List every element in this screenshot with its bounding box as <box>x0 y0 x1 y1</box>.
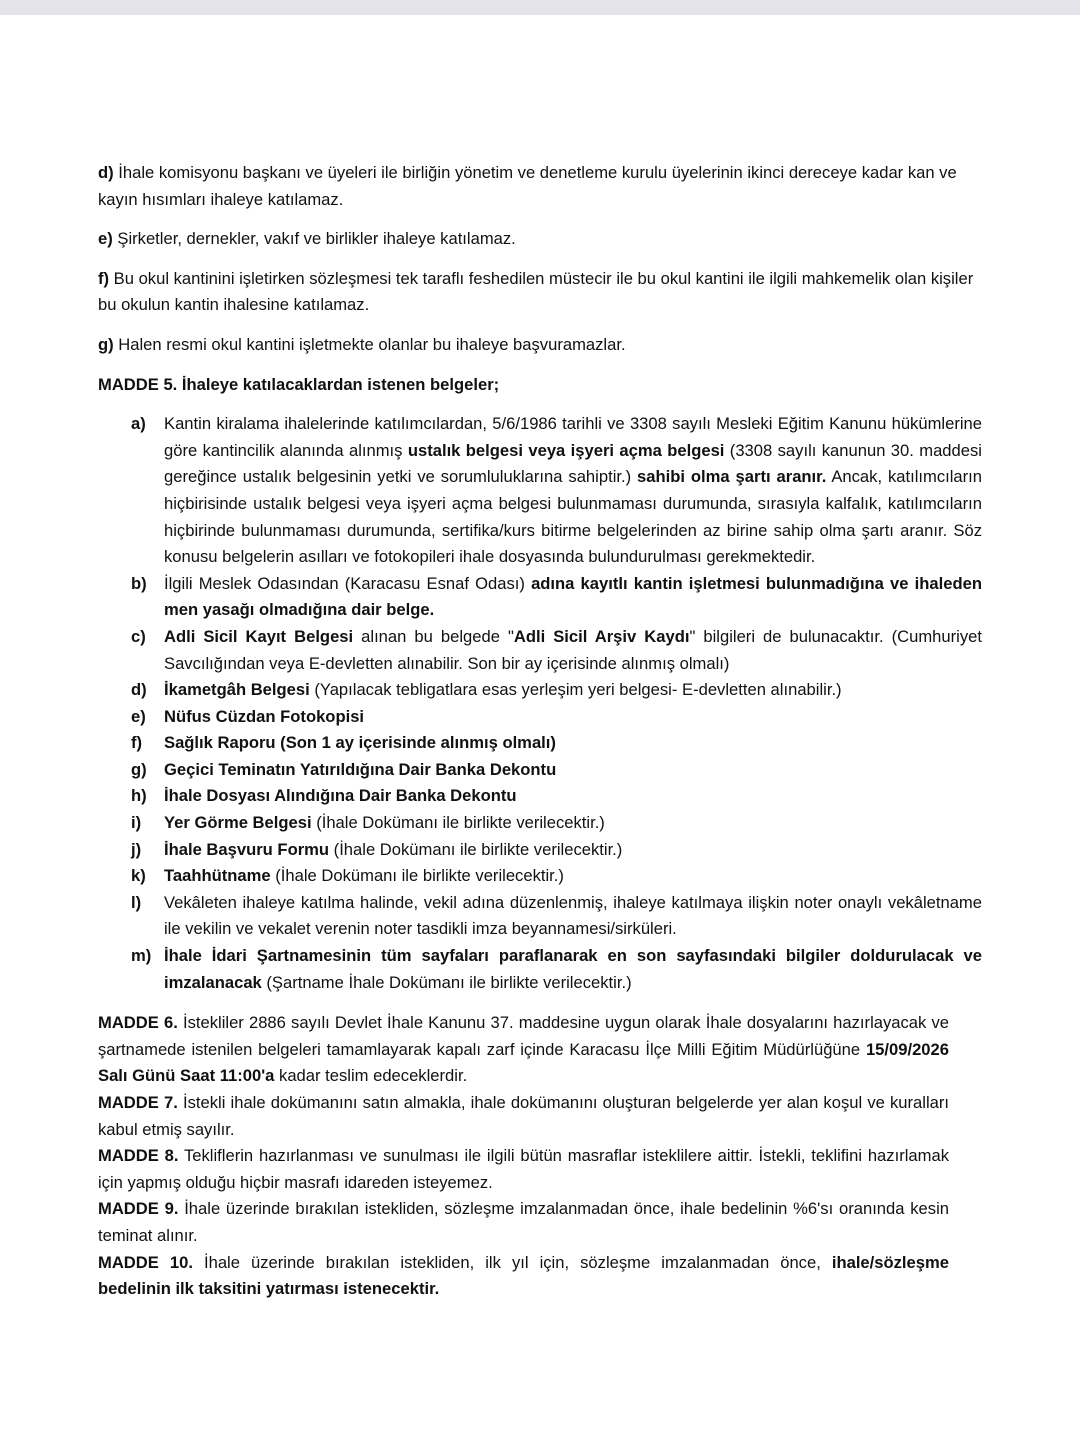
clause-text: İhale komisyonu başkanı ve üyeleri ile birliğin yönetim ve denetleme kurulu üyelerinin ikinci dereceye kadar kan ve kayın hısımları ihaleye katılamaz. <box>98 163 957 209</box>
bold-run: Taahhütname <box>164 866 271 886</box>
text-run: " bilgileri de bulunacaktır. (Cumhuriyet Savcılığından veya E-devletten alınabilir. Son bir ay içerisinde alınmış olmalı) <box>164 626 982 673</box>
bold-run: Adli Sicil Kayıt Belgesi <box>164 626 354 646</box>
text-run: (3308 sayılı kanunun 30. maddesi gereğince ustalık belgesinin yetki ve sorumluluklarına sahiptir.) <box>164 440 982 487</box>
document-item-i <box>131 810 982 837</box>
document-item-c <box>131 624 982 677</box>
clause-text: Halen resmi okul kantini işletmekte olanlar bu ihaleye başvuramazlar. <box>113 334 626 354</box>
text-run: (İhale Dokümanı ile birlikte verilecektir.) <box>329 839 623 859</box>
clause-label: g) <box>98 334 114 354</box>
text-run: (İhale Dokümanı ile birlikte verilecektir.) <box>311 813 605 833</box>
item-text <box>164 624 982 677</box>
madde-label: MADDE 6. <box>98 1013 178 1033</box>
item-label: c) <box>131 626 146 646</box>
bold-run: Nüfus Cüzdan Fotokopisi <box>164 706 365 726</box>
text-run: Ancak, katılımcıların hiçbirisinde ustalık belgesi veya işyeri açma belgesi bulunmaması durumunda, sırasıyla kalfalık, katılımcıların hiçbirinde bulunmaması durumunda, sertifika/kurs bitirme belgelerinden az birine sahip olma şartı aranır. Söz konusu belgelerin asılları ve fotokopileri ihale dosyasında bulundurulması gerekmektedir. <box>164 467 983 567</box>
madde-7 <box>98 1090 949 1143</box>
bold-run: ihale/sözleşme bedelinin ilk taksitini yatırması istenecektir. <box>98 1252 949 1299</box>
item-text <box>164 783 982 810</box>
deadline-date: 15/09/2026 Salı Günü Saat 11:00'a <box>98 1039 949 1086</box>
document-item-a <box>131 411 982 571</box>
item-label: g) <box>131 759 147 779</box>
item-label: i) <box>131 813 142 833</box>
document-body <box>98 160 982 1303</box>
clause-label: e) <box>98 229 113 249</box>
item-label: h) <box>131 786 147 806</box>
document-item-b <box>131 571 982 624</box>
madde-label: MADDE 9. <box>98 1199 179 1219</box>
item-label: a) <box>131 414 146 434</box>
bold-run: Geçici Teminatın Yatırıldığına Dair Banka Dekontu <box>164 759 557 779</box>
bold-run: ustalık belgesi veya işyeri açma belgesi <box>407 440 725 460</box>
clause-label: d) <box>98 163 114 182</box>
text-run: Tekliflerin hazırlanması ve sunulması ile ilgili bütün masraflar isteklilere aittir. İstekli, teklifini hazırlamak için yapmış olduğu hiçbir masrafı idareden isteyemez. <box>98 1146 949 1192</box>
text-run: Kantin kiralama ihalelerinde katılımcılardan, 5/6/1986 tarihli ve 3308 sayılı Mesleki Eğitim Kanunu hükümlerine göre kantincilik alanında alınmış <box>164 414 982 460</box>
bold-run: İhale Dosyası Alındığına Dair Banka Dekontu <box>164 786 517 806</box>
item-label: k) <box>131 866 146 886</box>
document-item-h <box>131 783 982 810</box>
clause-f <box>98 266 982 319</box>
document-item-e <box>131 704 982 731</box>
madde-label: MADDE 7. <box>98 1093 178 1112</box>
item-text <box>164 411 982 571</box>
document-item-g <box>131 757 982 784</box>
item-text <box>164 810 982 837</box>
madde-label: MADDE 8. <box>98 1146 179 1166</box>
item-text <box>164 757 982 784</box>
required-documents-list <box>131 411 982 996</box>
text-run: İstekli ihale dokümanını satın almakla, ihale dokümanını oluşturan belgelerde yer alan koşul ve kuralları kabul etmiş sayılır. <box>98 1093 949 1139</box>
text-run: Vekâleten ihaleye katılma halinde, vekil adına düzenlenmiş, ihaleye katılmaya ilişkin noter onaylı vekâletname ile vekilin ve vekalet verenin noter tasdikli imza beyannamesi/sirküleri. <box>164 892 982 939</box>
bold-run: Yer Görme Belgesi <box>164 813 312 833</box>
bold-run: adına kayıtlı kantin işletmesi bulunmadığına ve ihaleden men yasağı olmadığına dair belge. <box>164 573 982 620</box>
clause-g <box>98 332 982 359</box>
bold-run: İhale İdari Şartnamesinin tüm sayfaları paraflanarak en son sayfasındaki bilgiler doldurulacak ve imzalanacak <box>164 946 982 992</box>
madde-label: MADDE 10. <box>98 1252 193 1272</box>
madde-9 <box>98 1196 949 1249</box>
clause-e <box>98 226 982 253</box>
document-item-m <box>131 943 982 996</box>
item-text <box>164 571 982 624</box>
clause-text: Bu okul kantinini işletirken sözleşmesi tek taraflı feshedilen müstecir ile bu okul kantini ile ilgili mahkemelik olan kişiler bu okulun kantin ihalesine katılamaz. <box>98 268 974 315</box>
item-text <box>164 890 982 943</box>
text-run: İhale üzerinde bırakılan istekliden, ilk yıl için, sözleşme imzalanmadan önce, <box>192 1252 832 1272</box>
item-label: b) <box>131 573 147 593</box>
text-run: İlgili Meslek Odasından (Karacasu Esnaf Odası) <box>164 573 532 593</box>
document-item-k <box>131 863 982 890</box>
text-run: (Yapılacak tebligatlara esas yerleşim yeri belgesi- E-devletten alınabilir.) <box>309 680 842 700</box>
text-run: (Şartname İhale Dokümanı ile birlikte verilecektir.) <box>261 972 632 992</box>
item-text <box>164 704 982 731</box>
item-text <box>164 677 982 704</box>
clause-label: f) <box>98 268 110 288</box>
document-item-l <box>131 890 982 943</box>
item-text <box>164 943 982 996</box>
item-label: m) <box>131 946 152 966</box>
text-run: alınan bu belgede " <box>353 626 514 646</box>
item-label: l) <box>131 892 142 912</box>
madde-6 <box>98 1010 949 1090</box>
item-text <box>164 863 982 890</box>
item-label: e) <box>131 706 146 726</box>
bold-run: Adli Sicil Arşiv Kaydı <box>513 626 690 646</box>
text-run: İhale üzerinde bırakılan istekliden, sözleşme imzalanmadan önce, ihale bedelinin %6'sı oranında kesin teminat alınır. <box>98 1199 949 1245</box>
item-label: f) <box>131 733 143 753</box>
clause-d <box>98 160 982 213</box>
madde-5-heading: MADDE 5. İhaleye katılacaklardan istenen belgeler; <box>98 374 500 394</box>
bold-run: Sağlık Raporu (Son 1 ay içerisinde alınmış olmalı) <box>164 733 556 753</box>
madde-8 <box>98 1143 949 1196</box>
document-page <box>0 15 1080 1442</box>
text-run: kadar teslim edeceklerdir. <box>274 1066 468 1086</box>
item-text <box>164 730 982 757</box>
clause-text: Şirketler, dernekler, vakıf ve birlikler ihaleye katılamaz. <box>112 229 516 249</box>
bold-run: İhale Başvuru Formu <box>164 839 330 859</box>
item-label: j) <box>131 839 142 859</box>
item-label: d) <box>131 680 147 700</box>
document-item-f <box>131 730 982 757</box>
document-item-j <box>131 837 982 864</box>
bold-run: sahibi olma şartı aranır. <box>637 467 827 487</box>
text-run: (İhale Dokümanı ile birlikte verilecektir.) <box>270 866 564 886</box>
document-item-d <box>131 677 982 704</box>
madde-10 <box>98 1250 949 1303</box>
text-run: İstekliler 2886 sayılı Devlet İhale Kanunu 37. maddesine uygun olarak İhale dosyalarını hazırlayacak ve şartnamede istenilen belgeleri tamamlayarak kapalı zarf içinde Karacasu İlçe Milli Eğitim Müdürlüğüne <box>98 1013 949 1059</box>
item-text <box>164 837 982 864</box>
viewer-top-bar <box>0 0 1080 15</box>
bold-run: İkametgâh Belgesi <box>164 680 310 700</box>
